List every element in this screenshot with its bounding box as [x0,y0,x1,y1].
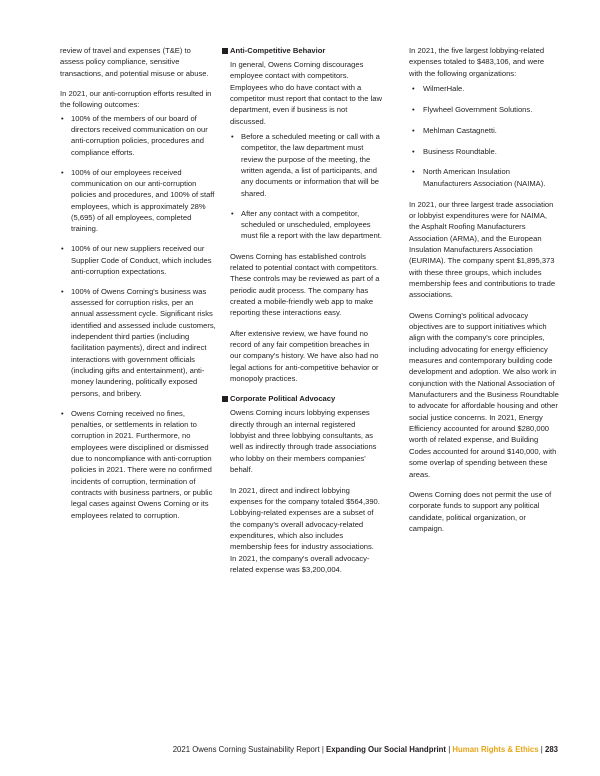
column-right [409,45,559,543]
list-item: • WilmerHale. [409,83,559,94]
list-item: • 100% of our employees received communication on our anti-corruption policies and procedures, and 100% of staff employees, which is approximately 28% (5,695) of all employees, completed training. [60,167,216,235]
paragraph-five-largest: In 2021, the five largest lobbying-related expenses totaled to $483,106, and were with the following organizations: [409,46,545,78]
column-middle [222,45,382,584]
paragraph-competitor-contact: In general, Owens Corning discourages employee contact with competitors. Employees who do have contact with a competitor must report that contact to the law department, even if business is not discussed. [230,60,382,126]
list-item: • Owens Corning received no fines, penalties, or settlements in relation to corruption in 2021. Furthermore, no employees were disciplined or dismissed due to noncompliance with anti-corruption policies in 2021. There were no confirmed incidents of corruption, termination of contracts with business partners, or public legal cases against Owens Corning or its employees related to corruption. [60,408,216,521]
paragraph-review: After extensive review, we have found no record of any fair competition breaches in our company's history. We have also had no legal actions for anti-competitive behavior or monopoly practices. [230,328,379,384]
paragraph-lobbying-expenses: Owens Corning incurs lobbying expenses directly through an internal registered lobbyist and three lobbying consultants, as well as indirectly through trade associations who lobby on their members companies' behalf. [230,408,377,475]
page-footer [0,745,558,754]
page-number: 283 [544,745,558,754]
paragraph-corporate-funds: Owens Corning does not permit the use of corporate funds to support any political candidate, political organization, or campaign. [409,489,552,533]
square-bullet-icon [222,396,228,402]
paragraph-trade-associations: In 2021, our three largest trade association or lobbyist expenditures were for NAIMA, the Asphalt Roofing Manufacturers Association (ARMA), and the European Insulation Manufacturers Association (EURIMA). The company spent $1,895,373 with these three groups, which includes membership fees and contributions to trade associations. [409,199,556,300]
footer-separator: | [540,745,543,754]
paragraph-te-review: review of travel and expenses (T&E) to assess policy compliance, sensitive transactions, and potential misuse or abuse. [60,46,209,78]
footer-separator: | [448,745,451,754]
list-item: • North American Insulation Manufacturers Association (NAIMA). [409,166,559,189]
organizations-list [409,83,559,189]
heading-anti-competitive: Anti-Competitive Behavior [222,45,382,57]
footer-chapter: Human Rights & Ethics [452,745,539,754]
footer-section: Expanding Our Social Handprint [326,745,447,754]
list-item: • 100% of Owens Corning's business was assessed for corruption risks, per an annual assessment cycle. Significant risks identified and assessed include customers, independent third parties (including facilitation payments), direct and indirect interactions with government officials (including gifts and entertainment), anti-money laundering, politically exposed persons, and bribery. [60,286,216,399]
footer-report-title: 2021 Owens Corning Sustainability Report [172,745,320,754]
list-item: • Flywheel Government Solutions. [409,104,559,115]
paragraph-outcomes-intro: In 2021, our anti-corruption efforts resulted in the following outcomes: [60,89,212,110]
list-item: • After any contact with a competitor, scheduled or unscheduled, employees must file a report with the law department. [230,208,382,242]
list-item: • 100% of our new suppliers received our Supplier Code of Conduct, which includes anti-corruption expectations. [60,243,216,277]
heading-political-advocacy: Corporate Political Advocacy [222,393,382,405]
paragraph-controls: Owens Corning has established controls related to potential contact with competitors. These controls may be reviewed as part of a periodic audit process. The company has created a mobile-friendly web app to make reporting these interactions easy. [230,251,380,318]
list-item: • 100% of the members of our board of directors received communication on our anti-corruption policies, procedures and compliance efforts. [60,113,216,158]
list-item: • Mehlman Castagnetti. [409,125,559,136]
footer-separator: | [321,745,324,754]
square-bullet-icon [222,48,228,54]
paragraph-advocacy-objectives: Owens Corning's political advocacy objectives are to support initiatives which align with the company's core principles, including advocating for energy efficiency measures and contemporary building code development and adoption. We also work in conjunction with the National Association of Manufacturers and the Business Roundtable to advocate for affordable housing and other social justice concerns. In 2021, Energy Efficiency accounted for around $280,000 worth of related expense, and Building Codes accounted for around $140,000, with some overlap of spending between these areas. [409,310,559,479]
paragraph-lobbying-totals: In 2021, direct and indirect lobbying expenses for the company totaled $564,390. Lobbying-related expenses are a subset of the company's overall advocacy-related expenditures, which also includes membership fees for industry associations. In 2021, the company's overall advocacy-related expense was $3,200,004. [230,485,380,574]
outcomes-list [60,113,216,521]
list-item: • Business Roundtable. [409,146,559,157]
competitor-rules-list [230,131,382,242]
column-left [60,45,216,530]
list-item: • Before a scheduled meeting or call with a competitor, the law department must review the purpose of the meeting, the written agenda, a list of participants, and any documents or information that will be shared. [230,131,382,199]
